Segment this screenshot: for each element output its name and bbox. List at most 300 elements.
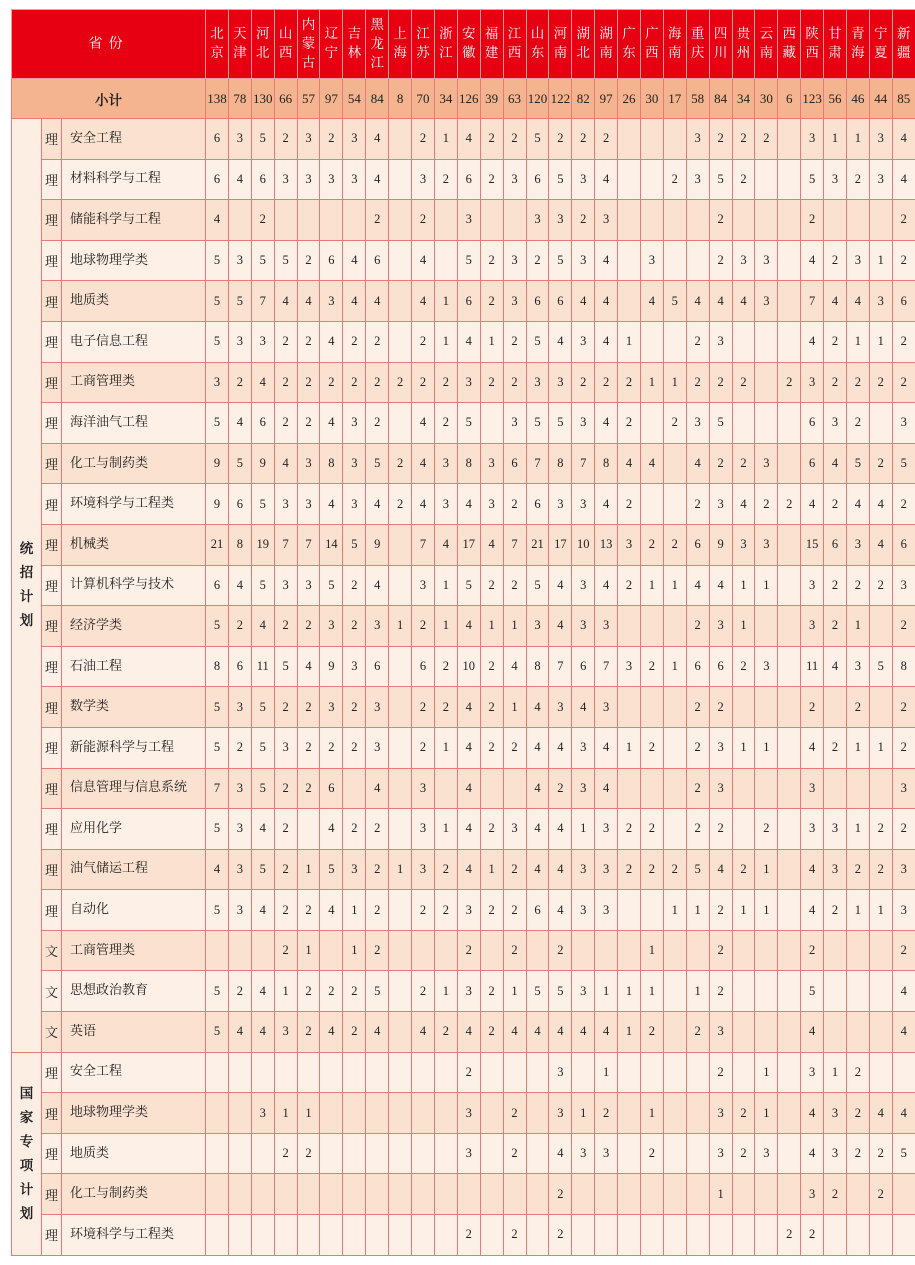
quota-value: 2: [892, 200, 915, 241]
table-body: [12, 119, 915, 1256]
quota-value: 2: [297, 687, 320, 728]
quota-value: 9: [206, 443, 229, 484]
quota-value: 2: [640, 1012, 663, 1053]
quota-value: [228, 1174, 251, 1215]
quota-value: [732, 687, 755, 728]
subtotal-value: 85: [892, 79, 915, 119]
quota-value: 3: [228, 890, 251, 931]
table-row: [12, 1052, 915, 1093]
quota-value: 2: [824, 362, 847, 403]
quota-value: 5: [846, 443, 869, 484]
quota-value: 3: [824, 403, 847, 444]
quota-value: 4: [709, 849, 732, 890]
quota-value: 3: [343, 119, 366, 160]
quota-value: 1: [755, 565, 778, 606]
quota-value: [755, 606, 778, 647]
quota-value: 3: [595, 200, 618, 241]
quota-value: 19: [251, 524, 274, 565]
quota-value: 3: [549, 362, 572, 403]
quota-value: [640, 1215, 663, 1256]
quota-value: 3: [709, 321, 732, 362]
province-header-label: 省份: [12, 10, 206, 79]
major-name: 储能科学与工程: [62, 200, 206, 241]
quota-value: 4: [457, 768, 480, 809]
table-row: [12, 606, 915, 647]
quota-value: 3: [549, 1093, 572, 1134]
quota-value: 3: [572, 321, 595, 362]
quota-value: [412, 1052, 435, 1093]
subject-type: 理: [42, 687, 62, 728]
quota-value: 2: [480, 809, 503, 850]
quota-value: 2: [366, 809, 389, 850]
quota-value: 9: [366, 524, 389, 565]
quota-value: 3: [572, 890, 595, 931]
quota-value: 7: [526, 443, 549, 484]
quota-value: 6: [526, 484, 549, 525]
quota-value: 4: [618, 443, 641, 484]
quota-value: 2: [640, 809, 663, 850]
quota-value: 4: [549, 1133, 572, 1174]
quota-value: 6: [320, 768, 343, 809]
quota-value: 4: [457, 119, 480, 160]
quota-value: [732, 1215, 755, 1256]
subject-type: 理: [42, 1052, 62, 1093]
quota-value: 2: [824, 1174, 847, 1215]
quota-value: 4: [366, 281, 389, 322]
quota-value: [228, 1133, 251, 1174]
quota-value: 4: [412, 484, 435, 525]
quota-value: 6: [709, 646, 732, 687]
quota-value: 4: [572, 281, 595, 322]
table-row: [12, 1215, 915, 1256]
quota-value: 3: [709, 1093, 732, 1134]
quota-value: 4: [824, 443, 847, 484]
quota-value: [640, 321, 663, 362]
quota-value: [755, 403, 778, 444]
province-header: 江苏: [412, 10, 435, 79]
subtotal-value: 39: [480, 79, 503, 119]
quota-value: 1: [640, 930, 663, 971]
quota-value: [663, 809, 686, 850]
quota-value: [755, 1215, 778, 1256]
quota-value: [389, 281, 412, 322]
quota-value: [366, 1215, 389, 1256]
quota-value: 2: [297, 403, 320, 444]
quota-value: 4: [526, 849, 549, 890]
quota-value: [824, 687, 847, 728]
subtotal-value: 66: [274, 79, 297, 119]
quota-value: 1: [869, 321, 892, 362]
quota-value: 1: [732, 606, 755, 647]
quota-value: 3: [869, 119, 892, 160]
quota-value: [434, 768, 457, 809]
quota-value: [457, 1174, 480, 1215]
quota-value: 1: [846, 727, 869, 768]
province-header: 浙江: [434, 10, 457, 79]
quota-value: 3: [572, 240, 595, 281]
quota-value: 3: [228, 119, 251, 160]
quota-value: 3: [457, 890, 480, 931]
subject-type: 理: [42, 524, 62, 565]
quota-value: 2: [618, 403, 641, 444]
quota-value: 2: [228, 606, 251, 647]
province-header: 黑龙江: [366, 10, 389, 79]
quota-value: 10: [572, 524, 595, 565]
quota-value: 3: [732, 524, 755, 565]
quota-value: [869, 930, 892, 971]
quota-value: [480, 403, 503, 444]
major-name: 安全工程: [62, 119, 206, 160]
quota-value: 5: [549, 159, 572, 200]
quota-value: 3: [572, 768, 595, 809]
quota-value: 6: [801, 403, 824, 444]
subtotal-value: 26: [618, 79, 641, 119]
quota-value: 3: [228, 687, 251, 728]
quota-value: 3: [572, 1133, 595, 1174]
quota-value: [778, 1133, 801, 1174]
quota-value: [480, 200, 503, 241]
major-name: 地球物理学类: [62, 240, 206, 281]
quota-value: 4: [686, 443, 709, 484]
quota-value: 1: [434, 727, 457, 768]
quota-value: 5: [869, 646, 892, 687]
quota-value: 2: [846, 565, 869, 606]
quota-value: 4: [801, 240, 824, 281]
quota-value: [663, 119, 686, 160]
quota-value: 4: [686, 281, 709, 322]
subtotal-value: 122: [549, 79, 572, 119]
quota-value: 2: [892, 362, 915, 403]
quota-value: 4: [320, 890, 343, 931]
subtotal-value: 30: [640, 79, 663, 119]
major-name: 思想政治教育: [62, 971, 206, 1012]
quota-value: 7: [572, 443, 595, 484]
quota-value: 4: [801, 484, 824, 525]
province-header: 吉林: [343, 10, 366, 79]
quota-value: [755, 159, 778, 200]
quota-value: 2: [457, 1215, 480, 1256]
quota-value: 6: [320, 240, 343, 281]
quota-value: [366, 1052, 389, 1093]
quota-value: 2: [846, 1093, 869, 1134]
quota-value: 13: [595, 524, 618, 565]
quota-value: 1: [572, 1093, 595, 1134]
quota-value: [389, 403, 412, 444]
quota-value: 4: [366, 768, 389, 809]
quota-value: 2: [846, 1052, 869, 1093]
quota-value: 2: [480, 119, 503, 160]
quota-value: [778, 606, 801, 647]
major-name: 地质类: [62, 1133, 206, 1174]
quota-value: 2: [549, 1174, 572, 1215]
quota-value: 4: [228, 159, 251, 200]
quota-value: 3: [572, 727, 595, 768]
quota-value: 5: [251, 119, 274, 160]
quota-value: 4: [526, 727, 549, 768]
quota-value: 14: [320, 524, 343, 565]
quota-value: [640, 484, 663, 525]
quota-value: 1: [732, 565, 755, 606]
quota-value: [778, 443, 801, 484]
quota-value: 7: [503, 524, 526, 565]
quota-value: 3: [274, 727, 297, 768]
province-header: 四川: [709, 10, 732, 79]
quota-value: [663, 1133, 686, 1174]
quota-value: [663, 1012, 686, 1053]
quota-value: 6: [824, 524, 847, 565]
quota-value: 2: [709, 119, 732, 160]
quota-value: [389, 890, 412, 931]
quota-value: [824, 768, 847, 809]
province-header: 西藏: [778, 10, 801, 79]
quota-value: 6: [686, 646, 709, 687]
quota-value: 1: [297, 1093, 320, 1134]
quota-value: [389, 1215, 412, 1256]
quota-value: 5: [206, 281, 229, 322]
quota-value: 2: [366, 890, 389, 931]
table-row: [12, 119, 915, 160]
quota-value: 5: [366, 443, 389, 484]
quota-value: 5: [320, 565, 343, 606]
quota-value: 2: [343, 606, 366, 647]
major-name: 地质类: [62, 281, 206, 322]
quota-value: 3: [892, 768, 915, 809]
quota-value: 3: [572, 159, 595, 200]
quota-value: 2: [572, 119, 595, 160]
quota-value: 2: [640, 849, 663, 890]
quota-value: 3: [709, 606, 732, 647]
quota-value: [480, 1174, 503, 1215]
quota-value: 2: [412, 321, 435, 362]
quota-value: [732, 321, 755, 362]
subject-type: 理: [42, 200, 62, 241]
quota-value: 5: [228, 443, 251, 484]
quota-value: 5: [206, 240, 229, 281]
quota-value: 2: [709, 443, 732, 484]
quota-value: [778, 849, 801, 890]
quota-value: [389, 930, 412, 971]
quota-value: 3: [343, 159, 366, 200]
quota-value: 7: [801, 281, 824, 322]
quota-value: [526, 930, 549, 971]
quota-value: 4: [503, 646, 526, 687]
table-row: [12, 1093, 915, 1134]
quota-value: 3: [343, 443, 366, 484]
province-header: 云南: [755, 10, 778, 79]
quota-value: 2: [274, 321, 297, 362]
quota-value: 4: [801, 1133, 824, 1174]
quota-value: 2: [732, 849, 755, 890]
quota-value: 4: [412, 443, 435, 484]
quota-value: 10: [457, 646, 480, 687]
major-name: 安全工程: [62, 1052, 206, 1093]
quota-value: 4: [824, 281, 847, 322]
quota-value: [480, 1093, 503, 1134]
quota-value: 1: [343, 890, 366, 931]
quota-value: 2: [503, 321, 526, 362]
quota-value: 2: [686, 727, 709, 768]
table-row: [12, 768, 915, 809]
quota-value: 2: [618, 484, 641, 525]
quota-value: 3: [709, 768, 732, 809]
quota-value: [343, 1052, 366, 1093]
quota-value: [320, 1174, 343, 1215]
plan-category: 统招计划: [12, 119, 42, 1053]
quota-value: 2: [434, 849, 457, 890]
quota-value: 2: [366, 849, 389, 890]
quota-value: 3: [503, 403, 526, 444]
quota-value: [389, 1174, 412, 1215]
major-name: 化工与制药类: [62, 443, 206, 484]
admission-plan-table: [11, 9, 915, 1256]
quota-value: [389, 565, 412, 606]
quota-value: 6: [801, 443, 824, 484]
quota-value: 3: [595, 1133, 618, 1174]
quota-value: 2: [389, 443, 412, 484]
quota-value: 2: [297, 1012, 320, 1053]
quota-value: [640, 890, 663, 931]
quota-value: 2: [572, 200, 595, 241]
major-name: 数学类: [62, 687, 206, 728]
quota-value: 5: [892, 443, 915, 484]
quota-value: 2: [732, 159, 755, 200]
table-row: [12, 971, 915, 1012]
quota-value: 3: [709, 1133, 732, 1174]
quota-value: [869, 768, 892, 809]
subject-type: 理: [42, 1133, 62, 1174]
quota-value: 2: [320, 727, 343, 768]
quota-value: [709, 1215, 732, 1256]
quota-value: 4: [251, 809, 274, 850]
quota-value: 3: [297, 159, 320, 200]
quota-value: 2: [732, 646, 755, 687]
quota-value: [755, 687, 778, 728]
quota-value: 4: [572, 687, 595, 728]
quota-value: 1: [274, 1093, 297, 1134]
quota-value: [320, 1215, 343, 1256]
quota-value: 2: [274, 1133, 297, 1174]
quota-value: 6: [572, 646, 595, 687]
quota-value: 1: [755, 890, 778, 931]
quota-value: [206, 1133, 229, 1174]
quota-value: 4: [595, 484, 618, 525]
quota-value: 1: [640, 1093, 663, 1134]
quota-value: 2: [846, 403, 869, 444]
quota-value: 4: [595, 159, 618, 200]
quota-value: [526, 1174, 549, 1215]
quota-value: 4: [228, 565, 251, 606]
quota-value: [778, 1174, 801, 1215]
quota-value: 1: [755, 849, 778, 890]
quota-value: 4: [892, 971, 915, 1012]
quota-value: 4: [549, 321, 572, 362]
quota-value: 2: [892, 687, 915, 728]
subject-type: 理: [42, 1174, 62, 1215]
quota-value: 2: [755, 484, 778, 525]
quota-value: [503, 1174, 526, 1215]
quota-value: [824, 930, 847, 971]
quota-value: [755, 930, 778, 971]
quota-value: 2: [663, 159, 686, 200]
quota-value: 3: [618, 646, 641, 687]
major-name: 油气储运工程: [62, 849, 206, 890]
quota-value: 2: [503, 1093, 526, 1134]
quota-value: 2: [801, 687, 824, 728]
quota-value: 2: [480, 971, 503, 1012]
quota-value: 9: [320, 646, 343, 687]
table-row: [12, 565, 915, 606]
quota-value: [274, 1174, 297, 1215]
province-header: 内蒙古: [297, 10, 320, 79]
quota-value: 4: [274, 443, 297, 484]
quota-value: 4: [480, 524, 503, 565]
quota-value: 6: [457, 159, 480, 200]
quota-value: 1: [503, 606, 526, 647]
quota-value: 3: [320, 159, 343, 200]
quota-value: 3: [320, 687, 343, 728]
quota-value: 4: [320, 403, 343, 444]
quota-value: 5: [686, 849, 709, 890]
major-name: 材料科学与工程: [62, 159, 206, 200]
quota-value: [663, 484, 686, 525]
quota-value: 6: [526, 890, 549, 931]
subject-type: 理: [42, 159, 62, 200]
quota-value: [206, 1052, 229, 1093]
quota-value: 3: [801, 1052, 824, 1093]
quota-value: 2: [824, 565, 847, 606]
quota-value: 2: [663, 849, 686, 890]
quota-value: [686, 1093, 709, 1134]
quota-value: 2: [343, 727, 366, 768]
quota-value: 2: [457, 1052, 480, 1093]
quota-value: 2: [366, 362, 389, 403]
quota-value: [434, 1093, 457, 1134]
table-row: [12, 362, 915, 403]
quota-value: 2: [412, 687, 435, 728]
quota-value: [434, 240, 457, 281]
province-header: 河南: [549, 10, 572, 79]
quota-value: 3: [457, 200, 480, 241]
quota-value: 1: [846, 809, 869, 850]
quota-value: [640, 606, 663, 647]
quota-value: [663, 1093, 686, 1134]
quota-value: [778, 1093, 801, 1134]
quota-value: 2: [412, 606, 435, 647]
quota-value: 6: [892, 524, 915, 565]
quota-value: 1: [686, 971, 709, 1012]
quota-value: [755, 321, 778, 362]
quota-value: [389, 727, 412, 768]
quota-value: [389, 1052, 412, 1093]
subtotal-value: 54: [343, 79, 366, 119]
quota-value: 3: [595, 687, 618, 728]
quota-value: 3: [549, 484, 572, 525]
quota-value: 2: [503, 362, 526, 403]
quota-value: 3: [595, 809, 618, 850]
quota-value: [778, 281, 801, 322]
quota-value: [618, 1093, 641, 1134]
quota-value: 3: [755, 524, 778, 565]
quota-value: 1: [434, 281, 457, 322]
quota-value: 4: [503, 1012, 526, 1053]
quota-value: [778, 321, 801, 362]
quota-value: 4: [412, 281, 435, 322]
quota-value: 1: [434, 971, 457, 1012]
quota-value: 4: [366, 1012, 389, 1053]
quota-value: 4: [412, 403, 435, 444]
quota-value: 2: [412, 200, 435, 241]
quota-value: [640, 768, 663, 809]
